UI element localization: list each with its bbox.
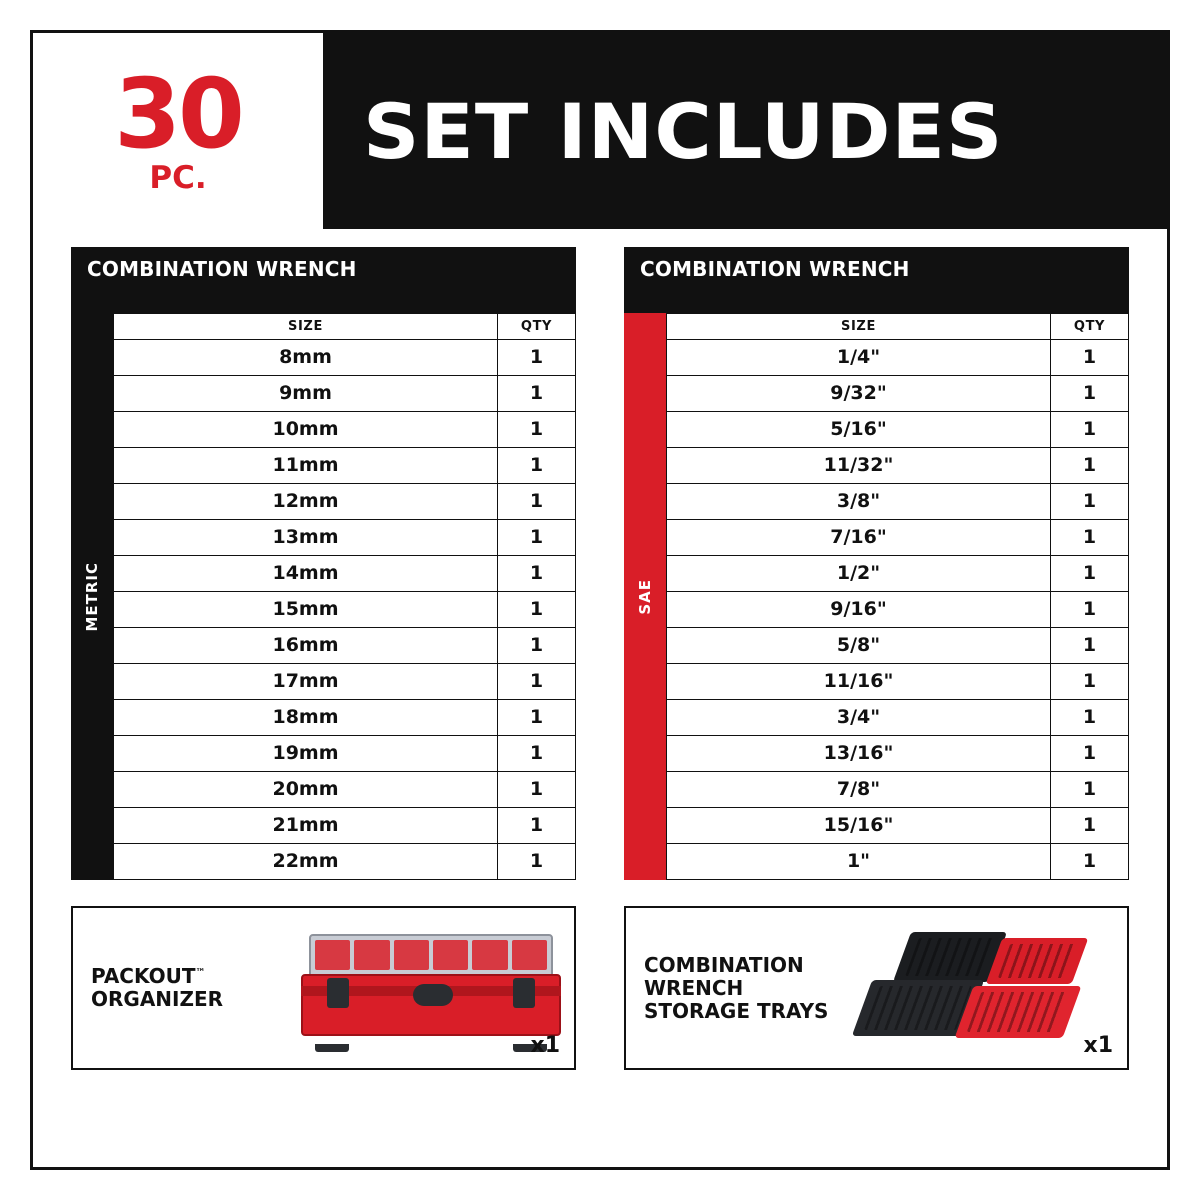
- cell-qty: 1: [498, 340, 576, 376]
- table-row: [114, 484, 576, 520]
- cell-qty: 1: [498, 448, 576, 484]
- packout-foot-left: [315, 1044, 349, 1052]
- table-row: [667, 484, 1129, 520]
- cell-qty: 1: [1051, 376, 1129, 412]
- cell-qty: 1: [498, 664, 576, 700]
- table-row: [114, 628, 576, 664]
- table-metric: [71, 247, 576, 880]
- table-row: [114, 736, 576, 772]
- cell-size: 15mm: [114, 592, 498, 628]
- column-header-size: SIZE: [667, 314, 1051, 340]
- card-packout-organizer: [71, 906, 576, 1070]
- table-row: [667, 808, 1129, 844]
- cell-size: 21mm: [114, 808, 498, 844]
- cell-size: 17mm: [114, 664, 498, 700]
- cell-qty: 1: [1051, 448, 1129, 484]
- cell-qty: 1: [1051, 628, 1129, 664]
- cell-size: 1": [667, 844, 1051, 880]
- table-row: [667, 772, 1129, 808]
- wrench-storage-trays-image: [834, 908, 1115, 1068]
- table-metric-side-text: METRIC: [83, 561, 101, 632]
- table-sae: [624, 247, 1129, 880]
- cell-qty: 1: [1051, 808, 1129, 844]
- cell-size: 7/8": [667, 772, 1051, 808]
- tray-slots: [967, 992, 1070, 1032]
- cell-size: 22mm: [114, 844, 498, 880]
- packout-lid-icon: [309, 934, 553, 976]
- table-row: [667, 664, 1129, 700]
- cell-qty: 1: [1051, 340, 1129, 376]
- table-row: [114, 376, 576, 412]
- table-row: [667, 556, 1129, 592]
- card-packout-title: [91, 965, 281, 1011]
- cell-size: 19mm: [114, 736, 498, 772]
- cell-size: 5/8": [667, 628, 1051, 664]
- packout-handle-icon: [413, 984, 453, 1006]
- table-row: [114, 844, 576, 880]
- table-sae-side-text: SAE: [636, 578, 654, 615]
- table-row: [667, 736, 1129, 772]
- table-row: [667, 520, 1129, 556]
- packout-latch-left-icon: [327, 978, 349, 1008]
- card-trays-qty: x1: [1083, 1033, 1113, 1058]
- cell-qty: 1: [498, 556, 576, 592]
- table-row: [667, 700, 1129, 736]
- cell-qty: 1: [498, 628, 576, 664]
- table-header-row: [667, 314, 1129, 340]
- cell-size: 11mm: [114, 448, 498, 484]
- column-header-qty: QTY: [1051, 314, 1129, 340]
- column-header-qty: QTY: [498, 314, 576, 340]
- cell-qty: 1: [498, 592, 576, 628]
- tables-row: [71, 247, 1129, 880]
- cell-size: 20mm: [114, 772, 498, 808]
- cell-size: 9mm: [114, 376, 498, 412]
- cell-size: 13/16": [667, 736, 1051, 772]
- sae-items-table: [666, 313, 1129, 880]
- card-storage-trays: [624, 906, 1129, 1070]
- cell-size: 9/32": [667, 376, 1051, 412]
- cell-qty: 1: [1051, 484, 1129, 520]
- card-trays-title: [644, 954, 834, 1023]
- table-header-row: [114, 314, 576, 340]
- piece-count-number: 30: [114, 57, 242, 170]
- cell-size: 8mm: [114, 340, 498, 376]
- card-trays-title-line1: COMBINATION: [644, 952, 804, 977]
- table-row: [667, 412, 1129, 448]
- cell-qty: 1: [1051, 412, 1129, 448]
- packout-organizer-image: [281, 908, 562, 1068]
- card-packout-title-line2: ORGANIZER: [91, 987, 224, 1011]
- tray-slots: [998, 944, 1076, 978]
- table-row: [114, 772, 576, 808]
- cell-size: 12mm: [114, 484, 498, 520]
- cell-size: 5/16": [667, 412, 1051, 448]
- cell-size: 1/2": [667, 556, 1051, 592]
- cell-qty: 1: [498, 520, 576, 556]
- packout-illustration: [301, 934, 561, 1046]
- cell-size: 15/16": [667, 808, 1051, 844]
- cell-size: 11/32": [667, 448, 1051, 484]
- cell-size: 16mm: [114, 628, 498, 664]
- tray-slots: [864, 986, 972, 1030]
- cell-qty: 1: [1051, 772, 1129, 808]
- table-row: [114, 340, 576, 376]
- cell-qty: 1: [1051, 700, 1129, 736]
- cell-size: 3/8": [667, 484, 1051, 520]
- cell-qty: 1: [1051, 592, 1129, 628]
- table-row: [114, 448, 576, 484]
- cell-qty: 1: [498, 700, 576, 736]
- cell-qty: 1: [498, 772, 576, 808]
- tray-red-front: [955, 986, 1082, 1038]
- piece-count-badge: [33, 33, 323, 229]
- piece-count-label: PC.: [149, 160, 207, 197]
- table-metric-title: COMBINATION WRENCH: [71, 247, 576, 313]
- table-metric-side-label: [71, 313, 113, 880]
- cell-qty: 1: [1051, 664, 1129, 700]
- tray-red-back: [986, 938, 1089, 984]
- cell-qty: 1: [498, 736, 576, 772]
- table-row: [114, 700, 576, 736]
- table-row: [667, 448, 1129, 484]
- cell-qty: 1: [498, 808, 576, 844]
- card-trays-title-line2: WRENCH STORAGE TRAYS: [644, 975, 829, 1023]
- table-row: [114, 520, 576, 556]
- table-metric-body: [71, 313, 576, 880]
- cell-size: 3/4": [667, 700, 1051, 736]
- tray-slots: [905, 938, 995, 976]
- table-row: [114, 412, 576, 448]
- content-frame: [30, 30, 1170, 1170]
- table-sae-grid: [666, 313, 1129, 880]
- table-sae-side-label: [624, 313, 666, 880]
- cell-qty: 1: [498, 376, 576, 412]
- cell-qty: 1: [1051, 520, 1129, 556]
- cell-qty: 1: [498, 412, 576, 448]
- table-row: [114, 556, 576, 592]
- metric-items-table: [113, 313, 576, 880]
- cell-size: 10mm: [114, 412, 498, 448]
- table-row: [667, 376, 1129, 412]
- cell-size: 18mm: [114, 700, 498, 736]
- cell-size: 9/16": [667, 592, 1051, 628]
- cell-qty: 1: [1051, 556, 1129, 592]
- cell-qty: 1: [1051, 736, 1129, 772]
- header-banner: [323, 33, 1167, 229]
- body: [33, 229, 1167, 1070]
- table-row: [667, 340, 1129, 376]
- packout-latch-right-icon: [513, 978, 535, 1008]
- trademark-symbol: ™: [195, 967, 206, 979]
- card-packout-qty: x1: [530, 1033, 560, 1058]
- cell-qty: 1: [1051, 844, 1129, 880]
- cell-size: 1/4": [667, 340, 1051, 376]
- header: [33, 33, 1167, 229]
- table-row: [114, 808, 576, 844]
- table-sae-title: COMBINATION WRENCH: [624, 247, 1129, 313]
- table-row: [667, 628, 1129, 664]
- table-row: [667, 592, 1129, 628]
- cell-size: 13mm: [114, 520, 498, 556]
- table-metric-grid: [113, 313, 576, 880]
- cell-size: 7/16": [667, 520, 1051, 556]
- table-row: [114, 664, 576, 700]
- table-row: [114, 592, 576, 628]
- cell-qty: 1: [498, 844, 576, 880]
- page-title: SET INCLUDES: [363, 86, 1004, 176]
- column-header-size: SIZE: [114, 314, 498, 340]
- cell-size: 11/16": [667, 664, 1051, 700]
- cell-size: 14mm: [114, 556, 498, 592]
- table-sae-body: [624, 313, 1129, 880]
- card-packout-title-line1: PACKOUT: [91, 964, 196, 988]
- cell-qty: 1: [498, 484, 576, 520]
- table-row: [667, 844, 1129, 880]
- trays-illustration: [844, 930, 1094, 1050]
- accessory-cards: [71, 906, 1129, 1070]
